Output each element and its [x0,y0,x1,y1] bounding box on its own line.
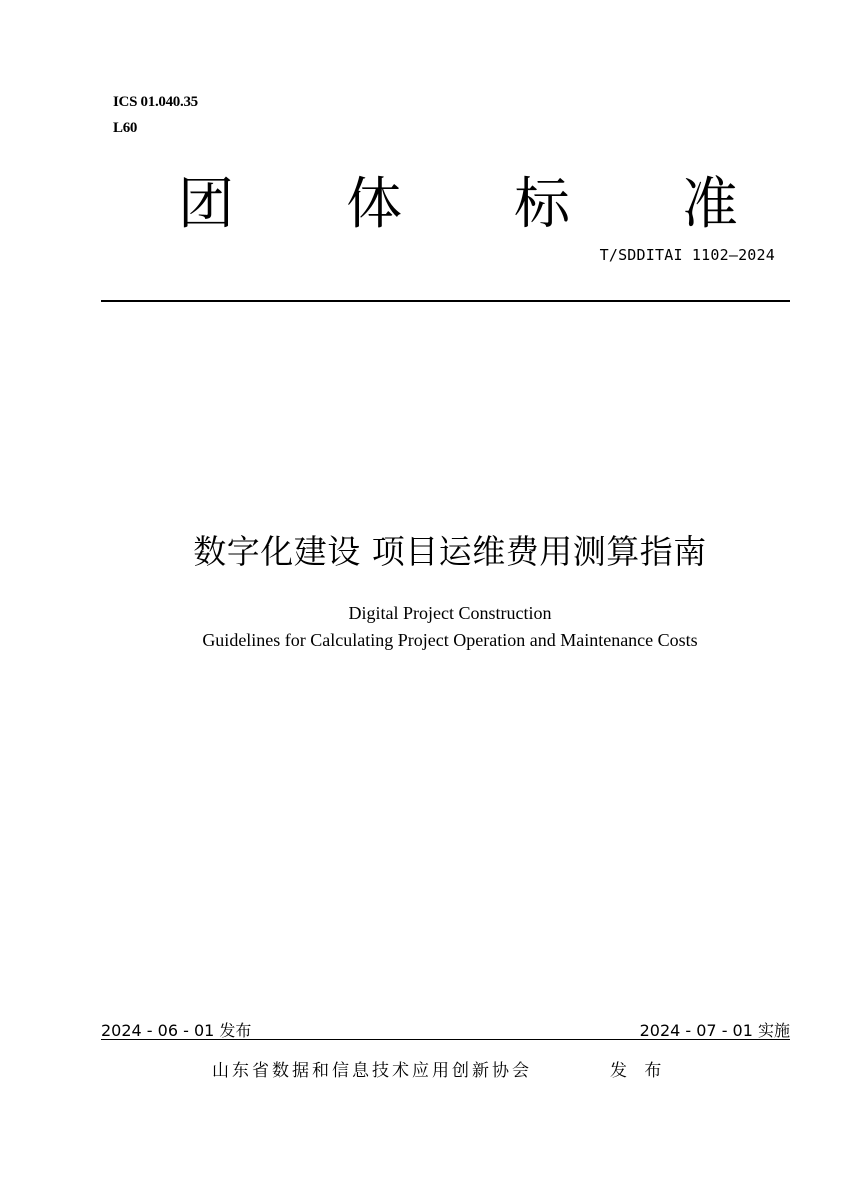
english-title-line1: Digital Project Construction [348,603,552,623]
document-type-title [178,160,738,240]
english-title-line2: Guidelines for Calculating Project Operation and Maintenance Costs [202,630,698,650]
publish-label: 发 布 [610,1061,668,1081]
footer-divider [101,1039,790,1040]
header-divider [101,300,790,302]
document-type-char: 团 [178,172,234,237]
standard-number: T/SDDITAI 1102—2024 [599,246,775,264]
document-type-char: 标 [514,172,570,237]
chinese-title: 数字化建设 项目运维费用测算指南 [193,532,707,571]
ics-code: ICS 01.040.35 [113,94,198,110]
implementation-date: 2024 - 07 - 01 实施 [639,1021,790,1040]
classification-code: L60 [113,120,138,136]
document-type-char: 准 [682,172,738,237]
document-type-char: 体 [346,172,402,237]
issuing-organization: 山东省数据和信息技术应用创新协会 [212,1061,532,1081]
release-date: 2024 - 06 - 01 发布 [101,1021,252,1040]
